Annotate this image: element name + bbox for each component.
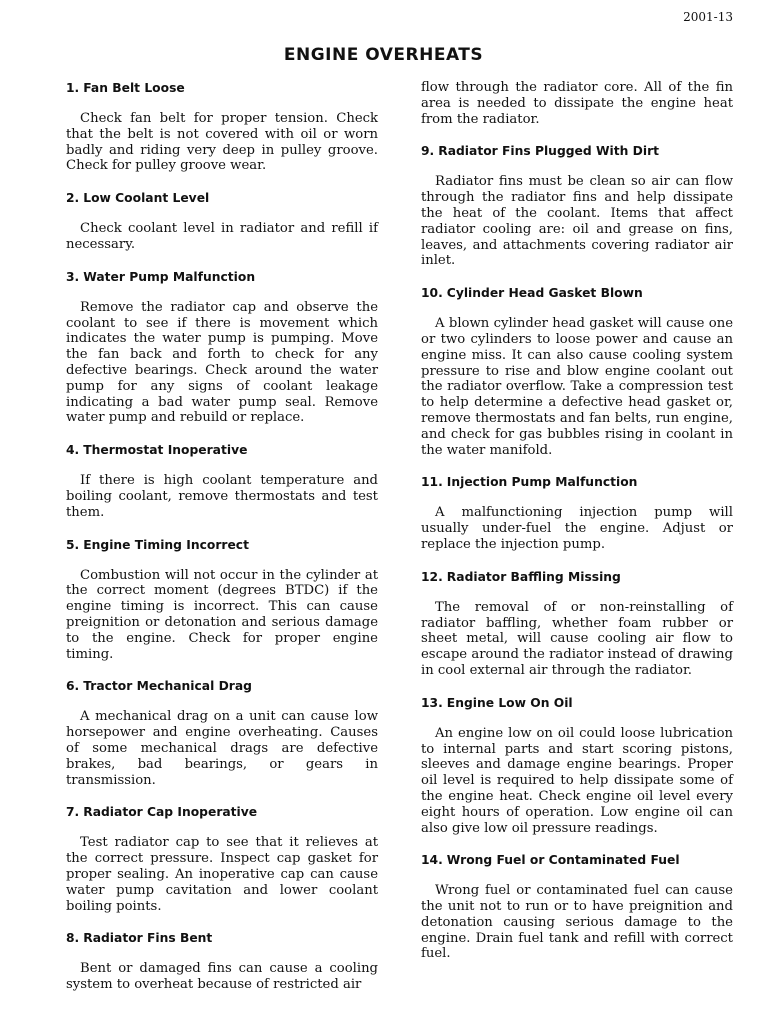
left-column (66, 80, 378, 1009)
section-heading: 11. Injection Pump Malfunction (421, 475, 638, 490)
section-5 (66, 537, 378, 663)
section-heading: 12. Radiator Baffling Missing (421, 569, 621, 584)
section-heading: 8. Radiator Fins Bent (66, 931, 213, 946)
section-heading: 9. Radiator Fins Plugged With Dirt (421, 144, 660, 159)
section-text: Remove the radiator cap and observe the coolant to see if there is movement which indicates the water pump is pumping. Move the fan back and forth to check for any defective bearings. Check around the water pump for any signs of coolant leakage indicating a bad water pump seal. Remove water pump and rebuild or replace. (66, 299, 378, 426)
section-6 (66, 678, 378, 788)
section-text: A malfunctioning injection pump will usually under-fuel the engine. Adjust or replace the injection pump. (421, 505, 733, 552)
section-13 (421, 695, 733, 837)
section-9 (421, 143, 733, 269)
section-text: The removal of or non-reinstalling of radiator baffling, whether foam rubber or sheet metal, will cause cooling air flow to escape around the radiator instead of drawing in cool external air through the radiator. (421, 599, 733, 678)
section-text: Bent or damaged fins can cause a cooling system to overheat because of restricted air (66, 961, 378, 993)
section-heading: 3. Water Pump Malfunction (66, 269, 256, 284)
section-heading: 14. Wrong Fuel or Contaminated Fuel (421, 853, 680, 868)
section-7 (66, 804, 378, 914)
section-14 (421, 852, 733, 962)
section-text: A blown cylinder head gasket will cause one or two cylinders to loose power and cause an engine miss. It can also cause cooling system pressure to rise and blow engine coolant out the radiator overflow. Take a compression test to help determine a defective head gasket or, remove thermostats and fan belts, run engine, and check for gas bubbles rising in coolant in the water manifold. (421, 316, 733, 458)
section-heading: 10. Cylinder Head Gasket Blown (421, 286, 643, 301)
section-11 (421, 474, 733, 552)
section-2 (66, 190, 378, 253)
section-text: Check fan belt for proper tension. Check that the belt is not covered with oil or worn badly and riding very deep in pulley groove. Check for pulley groove wear. (66, 111, 378, 174)
section-heading: 5. Engine Timing Incorrect (66, 537, 249, 552)
right-column (421, 80, 733, 978)
section-4 (66, 442, 378, 520)
section-8 (66, 930, 378, 993)
section-1 (66, 80, 378, 174)
section-10 (421, 285, 733, 458)
section-text: A mechanical drag on a unit can cause low horsepower and engine overheating. Causes of some mechanical drags are defective brakes, bad bearings, or gears in transmission. (66, 709, 378, 788)
section-8-continuation: flow through the radiator core. All of the fin area is needed to dissipate the engine heat from the radiator. (421, 80, 733, 127)
section-text: An engine low on oil could loose lubrication to internal parts and start scoring pistons, sleeves and damage engine bearings. Proper oil level is required to help dissipate some of the engine heat. Check engine oil level every eight hours of operation. Low engine oil can also give low oil pressure readings. (421, 725, 733, 836)
section-heading: 4. Thermostat Inoperative (66, 443, 248, 458)
section-12 (421, 569, 733, 679)
section-text: Test radiator cap to see that it relieves at the correct pressure. Inspect cap gasket for proper sealing. An inoperative cap can cause water pump cavitation and lower coolant boiling points. (66, 835, 378, 914)
section-text: Check coolant level in radiator and refill if necessary. (66, 221, 378, 252)
section-3 (66, 269, 378, 426)
section-text: If there is high coolant temperature and boiling coolant, remove thermostats and test them. (66, 473, 378, 520)
section-heading: 1. Fan Belt Loose (66, 81, 185, 95)
section-text: Wrong fuel or contaminated fuel can cause the unit not to run or to have preignition and detonation causing serious damage to the engine. Drain fuel tank and refill with correct fuel. (421, 883, 733, 962)
section-heading: 7. Radiator Cap Inoperative (66, 805, 258, 820)
page-title: ENGINE OVERHEATS (283, 45, 484, 65)
section-text: Combustion will not occur in the cylinder at the correct moment (degrees BTDC) if the engine timing is incorrect. This can cause preignition or detonation and serious damage to the engine. Check for proper engine timing. (66, 567, 378, 662)
section-text: Radiator fins must be clean so air can flow through the radiator fins and help dissipate the heat of the coolant. Items that affect radiator cooling are: oil and grease on fins, leaves, and attachments covering radiator air inlet. (421, 174, 733, 269)
section-heading: 2. Low Coolant Level (66, 191, 210, 206)
section-heading: 6. Tractor Mechanical Drag (66, 679, 252, 694)
section-heading: 13. Engine Low On Oil (421, 695, 573, 710)
page-number: 2001-13 (683, 10, 733, 24)
